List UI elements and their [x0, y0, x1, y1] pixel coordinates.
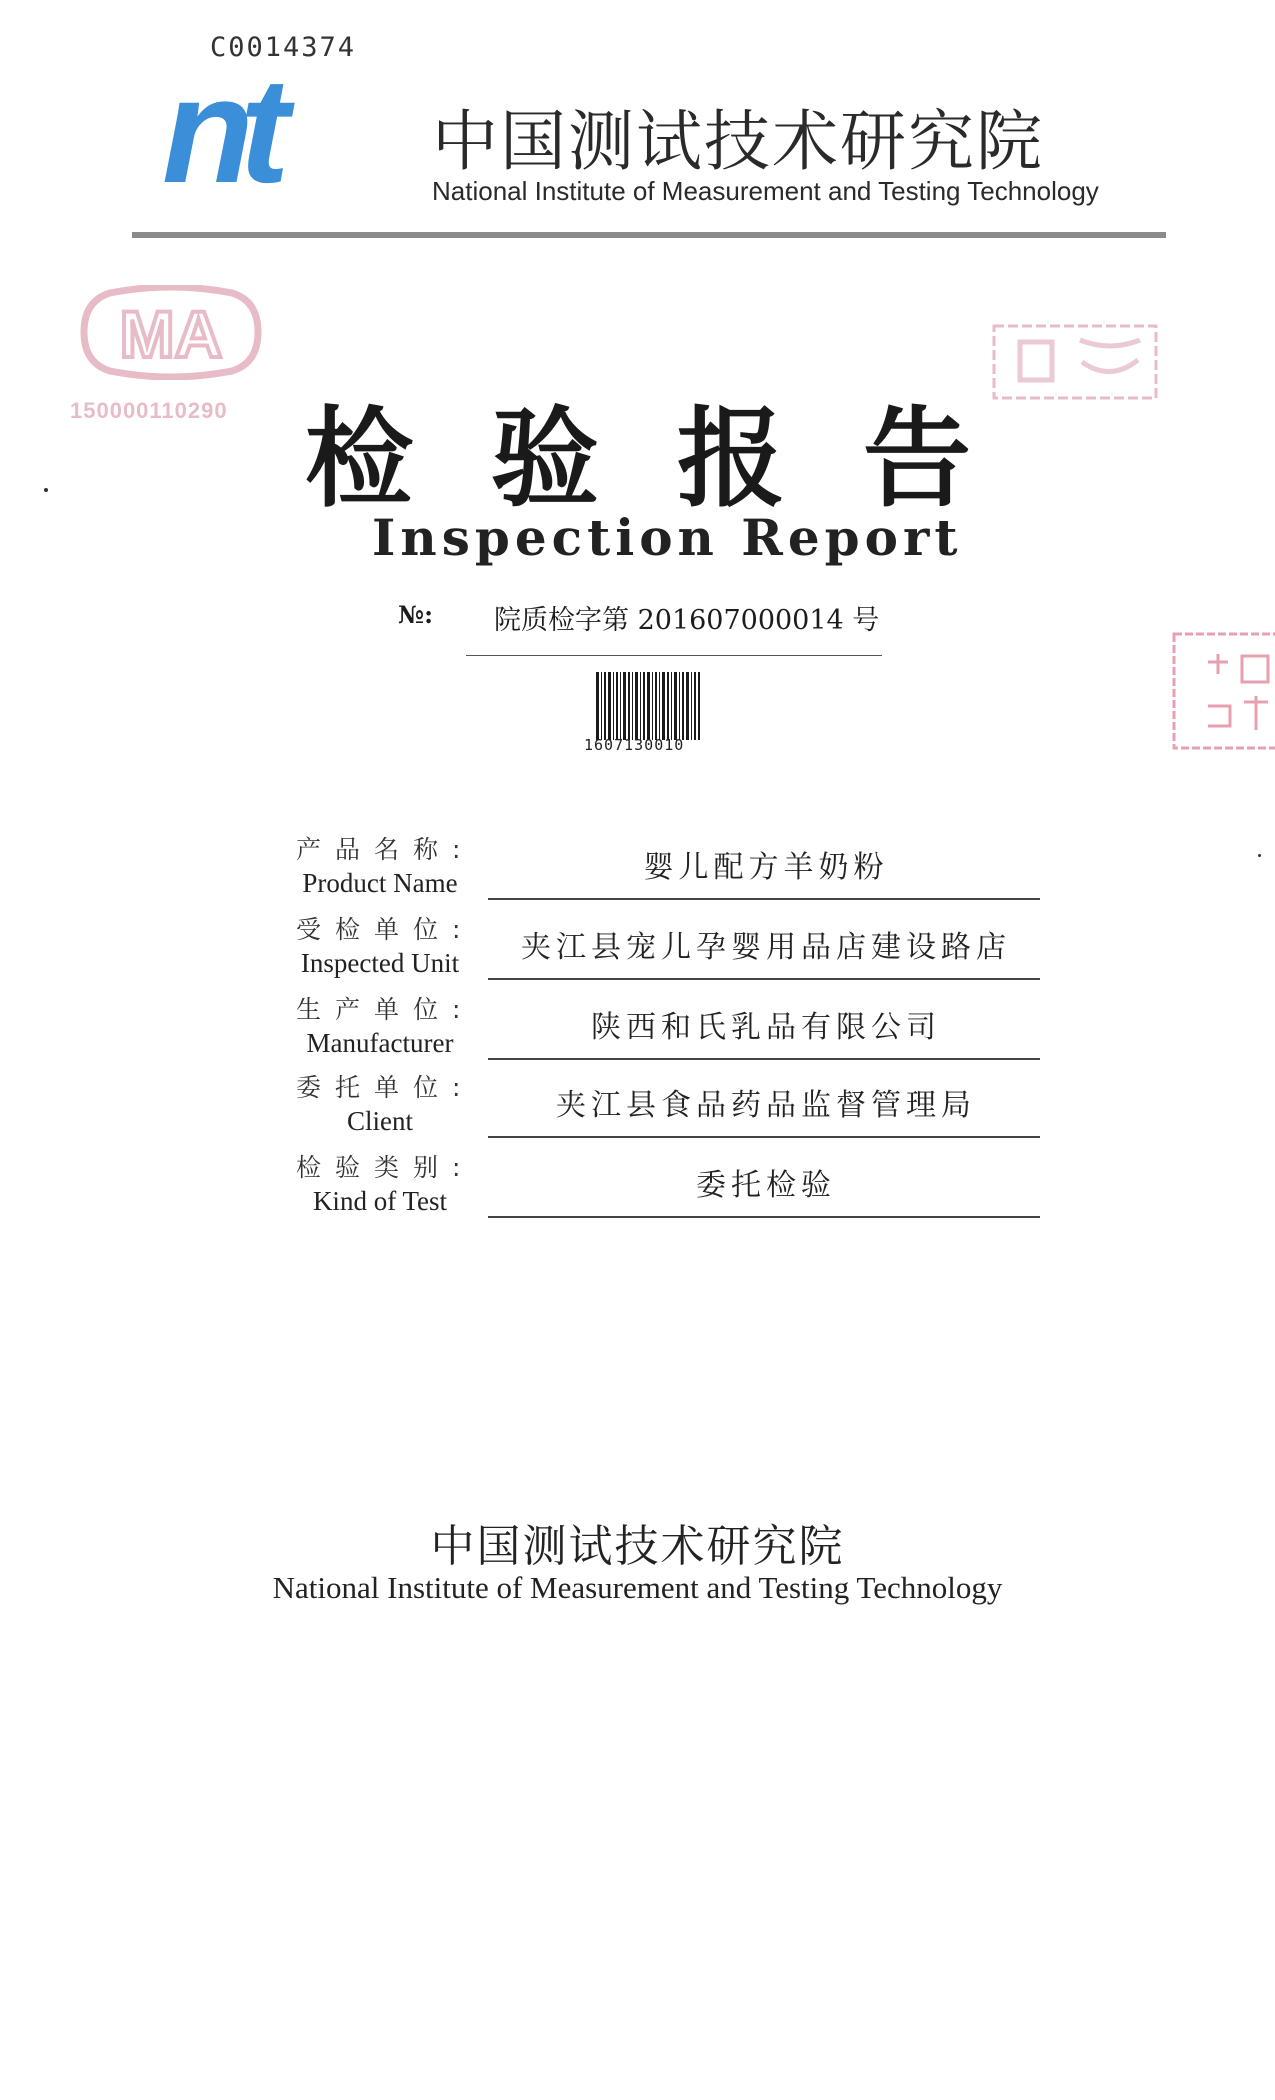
field-client: [0, 1068, 1275, 1148]
field-manufacturer: [0, 990, 1275, 1070]
red-seal-edge: [1168, 626, 1275, 756]
report-title-cn: 检验报告: [305, 397, 1050, 522]
field-underline: [488, 898, 1040, 900]
barcode-number: 1607130010: [584, 736, 685, 754]
ma-stamp-number: 150000110290: [70, 398, 228, 423]
report-number-value: 院质检字第 201607000014 号: [494, 605, 880, 636]
field-label-en: Inspected Unit: [300, 948, 460, 978]
field-value: 婴儿配方羊奶粉: [643, 850, 889, 885]
scan-speck: [44, 488, 48, 492]
field-kind-of-test: [0, 1148, 1275, 1228]
field-label-en: Client: [347, 1106, 413, 1136]
field-label-en: Product Name: [302, 868, 458, 898]
field-value: 夹江县食品药品监督管理局: [556, 1088, 976, 1123]
logo-text: nt: [162, 70, 276, 198]
field-value: 夹江县宠儿孕婴用品店建设路店: [521, 930, 1011, 965]
field-underline: [488, 1136, 1040, 1138]
field-underline: [488, 1058, 1040, 1060]
header-divider: [132, 232, 1166, 238]
field-inspected-unit: [0, 910, 1275, 990]
serial-number: C0014374: [210, 32, 357, 63]
field-label-en: Kind of Test: [312, 1186, 448, 1216]
field-underline: [488, 978, 1040, 980]
field-label-cn: 检验类别:: [296, 1153, 475, 1182]
field-label-cn: 委托单位:: [296, 1073, 475, 1102]
field-label-cn: 受检单位:: [296, 915, 475, 944]
field-underline: [488, 1216, 1040, 1218]
report-number-label: №:: [398, 600, 433, 629]
footer-institute-en: National Institute of Measurement and Testing Technology: [272, 1570, 1003, 1605]
scan-speck: [1258, 854, 1261, 857]
field-label-cn: 产品名称:: [296, 835, 475, 864]
report-title-en: Inspection Report: [372, 508, 963, 567]
footer-institute-cn: 中国测试技术研究院: [430, 1521, 845, 1572]
ma-stamp-text: MA: [119, 297, 223, 371]
nt-logo: [162, 70, 390, 198]
header-institute-en: National Institute of Measurement and Testing Technology: [432, 176, 1099, 206]
field-label-en: Manufacturer: [306, 1028, 454, 1058]
field-product-name: [0, 830, 1275, 910]
ma-stamp: [80, 285, 262, 380]
field-value: 委托检验: [696, 1168, 836, 1203]
field-value: 陕西和氏乳品有限公司: [591, 1010, 941, 1045]
report-number-underline: [466, 655, 882, 656]
barcode: [596, 672, 700, 740]
field-label-cn: 生产单位:: [296, 995, 475, 1024]
header-institute-cn: 中国测试技术研究院: [432, 103, 1044, 180]
